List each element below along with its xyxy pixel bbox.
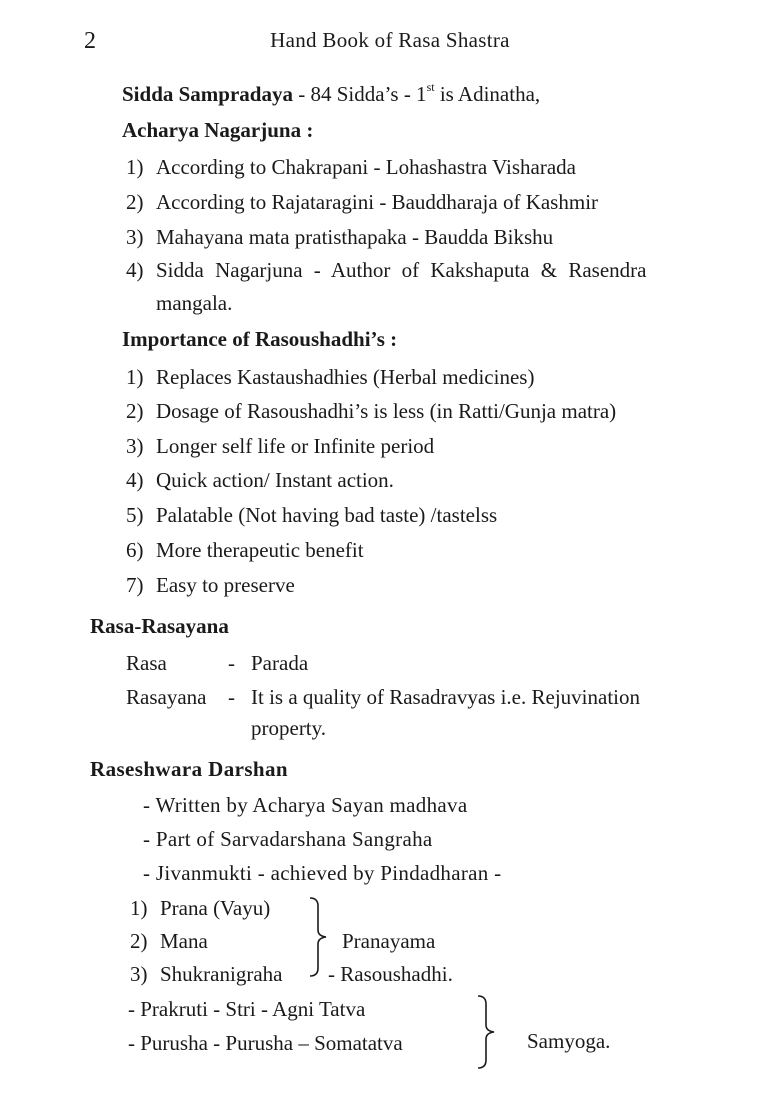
definition-term: Rasa xyxy=(126,651,167,675)
sidda-sampradaya-term: Sidda Sampradaya xyxy=(122,82,293,106)
definition-term: Rasayana xyxy=(126,685,207,709)
page-number: 2 xyxy=(84,28,96,54)
definition-value: It is a quality of Rasadravyas i.e. Rejuvination xyxy=(251,685,640,709)
nagarjuna-heading: Acharya Nagarjuna : xyxy=(122,118,314,142)
list-item: 1) Replaces Kastaushadhies (Herbal medicines) xyxy=(126,365,535,389)
bullet-item: - Part of Sarvadarshana Sangraha xyxy=(143,827,433,851)
samyoga-item: - Prakruti - Stri - Agni Tatva xyxy=(128,997,366,1021)
list-item: 5) Palatable (Not having bad taste) /tastelss xyxy=(126,503,498,527)
list-item: 2) According to Rajataragini - Bauddharaja of Kashmir xyxy=(126,190,599,214)
right-brace-icon xyxy=(474,994,500,1070)
list-item: 1) According to Chakrapani - Lohashastra Visharada xyxy=(126,155,576,179)
sidda-sampradaya-line: Sidda Sampradaya - 84 Sidda’s - 1st is Adinatha, xyxy=(122,80,541,106)
pranayama-label: Pranayama xyxy=(342,929,436,953)
list-item: 3) Shukranigraha xyxy=(130,962,283,986)
bullet-item: - Written by Acharya Sayan madhava xyxy=(143,793,468,817)
samyoga-label: Samyoga. xyxy=(527,1029,611,1053)
list-item: 4) Sidda Nagarjuna - Author of Kakshaputa & Rasendra xyxy=(126,258,647,282)
samyoga-item: - Purusha - Purusha – Somatatva xyxy=(128,1031,403,1055)
definition-dash: - xyxy=(228,651,235,675)
right-brace-icon xyxy=(306,896,330,978)
list-item: 3) Longer self life or Infinite period xyxy=(126,434,435,458)
raseshwara-heading: Raseshwara Darshan xyxy=(90,757,288,781)
list-item: 2) Mana xyxy=(130,929,208,953)
definition-value: Parada xyxy=(251,651,309,675)
list-item: 2) Dosage of Rasoushadhi’s is less (in Ratti/Gunja matra) xyxy=(126,399,617,423)
definition-dash: - xyxy=(228,685,235,709)
list-item: 7) Easy to preserve xyxy=(126,573,295,597)
list-item: 1) Prana (Vayu) xyxy=(130,896,271,920)
list-item: 4) Quick action/ Instant action. xyxy=(126,468,394,492)
definition-continuation: property. xyxy=(251,716,327,740)
importance-heading: Importance of Rasoushadhi’s : xyxy=(122,327,398,351)
list-item: 6) More therapeutic benefit xyxy=(126,538,364,562)
list-item-continuation: mangala. xyxy=(156,291,233,315)
rasoushadhi-label: - Rasoushadhi. xyxy=(328,962,453,986)
rasa-rasayana-heading: Rasa-Rasayana xyxy=(90,614,229,638)
running-title: Hand Book of Rasa Shastra xyxy=(270,28,510,52)
list-item: 3) Mahayana mata pratisthapaka - Baudda Bikshu xyxy=(126,225,554,249)
bullet-item: - Jivanmukti - achieved by Pindadharan - xyxy=(143,861,502,885)
